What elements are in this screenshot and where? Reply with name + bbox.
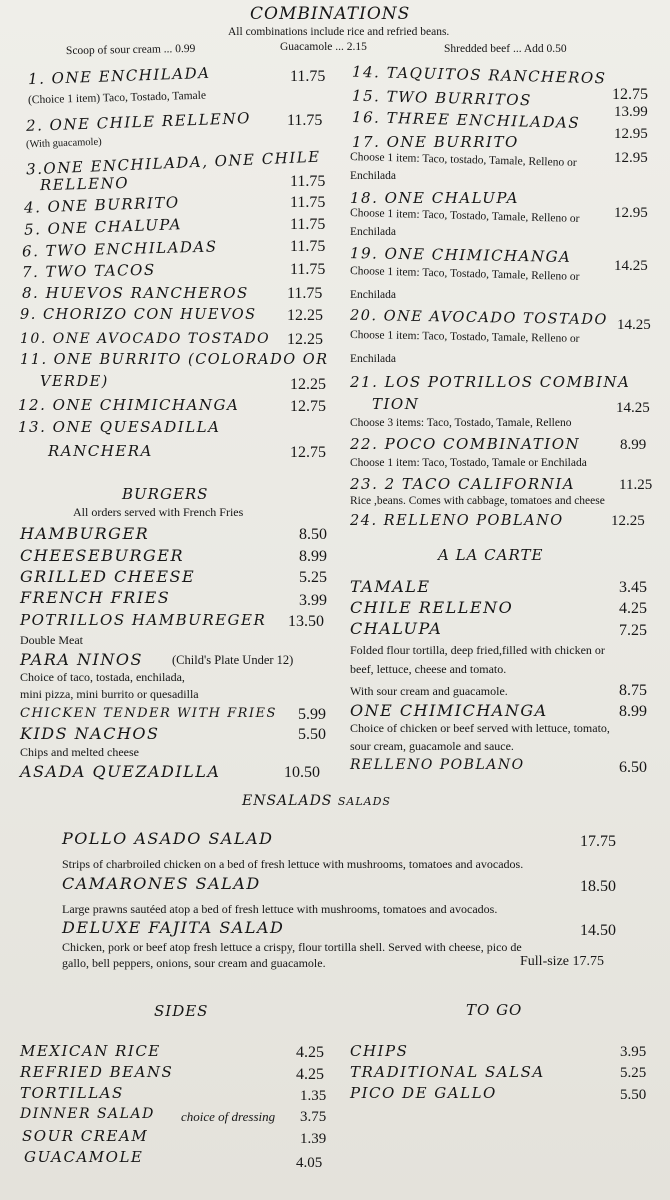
burger-item-price: 10.50 (284, 764, 320, 781)
combo-item-price: 12.25 (287, 331, 323, 348)
alacarte-item-name: CHALUPA (350, 619, 443, 638)
alacarte-item-price: 4.25 (619, 600, 647, 617)
combo-item-name: 5. ONE CHALUPA (23, 215, 183, 239)
combo-item-note: Choose 3 items: Taco, Tostado, Tamale, Relleno (350, 417, 572, 429)
alacarte-item-note: sour cream, guacamole and sauce. (350, 739, 514, 753)
togo-title: TO GO (466, 1001, 523, 1019)
combo-item-price: 11.75 (290, 173, 326, 190)
burger-item-price: 5.50 (298, 726, 326, 743)
combo-item-name: 18. ONE CHALUPA (350, 189, 519, 207)
combo-item-note: Choose 1 item: Taco, Tostado, Tamale, Relleno or (349, 328, 580, 346)
togo-item-price: 3.95 (620, 1044, 647, 1060)
burger-item-price: 8.99 (299, 548, 327, 565)
combo-item-name: 19. ONE CHIMICHANGA (349, 244, 572, 266)
side-item-price: 4.25 (296, 1066, 324, 1083)
combo-item-note: Choose 1 item: Taco, Tostado, Tamale, Relleno or (349, 206, 580, 226)
alacarte-item-price: 6.50 (619, 759, 647, 776)
burger-item-name: POTRILLOS HAMBUREGER (20, 611, 267, 629)
combo-item-name: 24. RELLENO POBLANO (350, 513, 564, 529)
salad-item-price: 17.75 (580, 833, 616, 850)
combo-item-name: 14. TAQUITOS RANCHEROS (351, 62, 607, 88)
salad-item-note: gallo, bell peppers, onions, sour cream and guacamole. (62, 956, 326, 970)
combo-item-name: 7. TWO TACOS (21, 260, 156, 282)
combo-item-note: Choose 1 item: Taco, Tostado, Tamale, Relleno or (349, 264, 580, 284)
alacarte-item-price: 8.99 (619, 703, 647, 720)
alacarte-item-name: TAMALE (350, 577, 431, 596)
alacarte-item-note: beef, lettuce, cheese and tomato. (350, 662, 507, 676)
combo-item-price: 12.95 (614, 126, 648, 142)
alacarte-item-price: 8.75 (619, 682, 647, 699)
salad-item-note: Large prawns sautéed atop a bed of fresh lettuce with mushrooms, tomatoes and avocados. (62, 902, 498, 916)
salad-item-note: Chicken, pork or beef atop fresh lettuce a crispy, flour tortilla shell. Served with cheese, pico de (62, 940, 522, 954)
combo-item-price: 12.25 (611, 513, 645, 529)
alacarte-item-name: RELLENO POBLANO (350, 757, 525, 773)
burger-item-price: 13.50 (288, 613, 324, 630)
burger-item-name: CHICKEN TENDER WITH FRIES (20, 706, 277, 721)
combo-item-name: 21. LOS POTRILLOS COMBINA (350, 373, 631, 391)
extra-sour-cream: Scoop of sour cream ... 0.99 (65, 42, 196, 58)
togo-item-price: 5.25 (620, 1065, 647, 1081)
side-item-name: MEXICAN RICE (20, 1042, 161, 1060)
side-item-price: 3.75 (300, 1109, 327, 1125)
combo-item-note: Choose 1 item: Taco, Tostado, Tamale or Enchilada (350, 457, 587, 469)
combo-item-name: 4. ONE BURRITO (23, 193, 180, 217)
salad-item-price: 18.50 (580, 878, 616, 895)
combo-item-name: 22. POCO COMBINATION (350, 435, 581, 453)
combo-item-price: 12.25 (290, 376, 326, 393)
combo-item-price: 11.75 (287, 112, 323, 129)
combo-item-price: 14.25 (617, 317, 651, 333)
alacarte-item-note: Choice of chicken or beef served with lettuce, tomato, (350, 721, 610, 735)
combo-item-price: 11.75 (290, 261, 326, 278)
burger-item-price: 5.99 (298, 706, 326, 723)
combinations-title: COMBINATIONS (250, 4, 411, 24)
side-item-tag: choice of dressing (181, 1109, 276, 1124)
combo-item-price: 11.75 (290, 68, 326, 85)
combo-item-price: 11.75 (290, 216, 326, 233)
combo-item-price: 11.75 (290, 194, 326, 211)
burger-item-name: PARA NINOS (20, 650, 143, 669)
side-item-name: SOUR CREAM (22, 1127, 149, 1145)
burger-item-price: 5.25 (299, 569, 327, 586)
combo-item-name: 17. ONE BURRITO (352, 133, 519, 151)
side-item-price: 1.35 (300, 1088, 327, 1104)
combo-item-price: 12.75 (290, 398, 326, 415)
combo-item-note: Rice ,beans. Comes with cabbage, tomatoes and cheese (350, 495, 605, 507)
combo-item-price: 14.25 (616, 400, 650, 416)
combo-item-price: 13.99 (614, 104, 648, 120)
salads-title (242, 793, 391, 809)
combo-item-note: Enchilada (350, 226, 396, 238)
combo-item-price: 12.25 (287, 307, 323, 324)
burgers-title: BURGERS (122, 485, 209, 503)
combo-item-name: 13. ONE QUESADILLA (18, 418, 221, 436)
combo-item-name: 1. ONE ENCHILADA (27, 63, 211, 89)
burger-item-name: FRENCH FRIES (20, 588, 171, 607)
burger-item-tag: (Child's Plate Under 12) (172, 653, 294, 667)
combo-item-name-cont: RANCHERA (48, 442, 153, 460)
combo-item-price: 11.25 (619, 477, 653, 493)
alacarte-item-name: ONE CHIMICHANGA (350, 701, 548, 720)
combo-item-name: 12. ONE CHIMICHANGA (18, 396, 240, 414)
alacarte-item-price: 7.25 (619, 622, 647, 639)
side-item-price: 4.25 (296, 1044, 324, 1061)
side-item-price: 4.05 (296, 1155, 323, 1171)
alacarte-item-name: With sour cream and guacamole. (350, 684, 508, 698)
salad-item-name: POLLO ASADO SALAD (62, 829, 274, 848)
side-item-name: GUACAMOLE (24, 1148, 144, 1166)
combo-item-note: Choose 1 item: Taco, tostado, Tamale, Relleno or (349, 151, 577, 169)
burger-item-name: KIDS NACHOS (20, 724, 160, 743)
combinations-subtitle: All combinations include rice and refried beans. (228, 26, 450, 38)
combo-item-price: 14.25 (614, 258, 648, 274)
combo-item-name-cont: TION (372, 395, 420, 413)
combo-item-name-cont: RELLENO (39, 173, 130, 195)
alacarte-item-name: CHILE RELLENO (350, 598, 514, 617)
alacarte-item-price: 3.45 (619, 579, 647, 596)
combo-item-name: 11. ONE BURRITO (COLORADO OR (20, 352, 329, 368)
combo-item-name: 20. ONE AVOCADO TOSTADO (349, 307, 608, 329)
combo-item-price: 11.75 (287, 285, 323, 302)
sides-title: SIDES (154, 1002, 209, 1020)
salad-item-price: 14.50 (580, 922, 616, 939)
burger-item-note: Chips and melted cheese (20, 745, 139, 759)
combo-item-name: 9. CHORIZO CON HUEVOS (20, 307, 257, 323)
combo-item-name: 15. TWO BURRITOS (351, 86, 533, 110)
salad-fullsize-price: Full-size 17.75 (520, 954, 604, 969)
salad-item-name: DELUXE FAJITA SALAD (62, 918, 285, 937)
combo-item-price: 11.75 (290, 238, 326, 255)
burger-item-name: ASADA QUEZADILLA (20, 762, 221, 781)
burger-item-note: Choice of taco, tostada, enchilada, (20, 670, 185, 684)
combo-item-name: 8. HUEVOS RANCHEROS (22, 284, 249, 302)
combo-item-name: 6. TWO ENCHILADAS (21, 237, 218, 261)
burgers-subtitle: All orders served with French Fries (73, 505, 244, 519)
burger-item-note: mini pizza, mini burrito or quesadilla (20, 687, 199, 701)
combo-item-name: 23. 2 TACO CALIFORNIA (350, 475, 576, 493)
side-item-price: 1.39 (300, 1131, 327, 1147)
salad-item-name: CAMARONES SALAD (62, 874, 261, 893)
combo-item-name: 3.ONE ENCHILADA, ONE CHILE (25, 147, 321, 179)
salads-title-main: ENSALADS (242, 793, 333, 809)
extra-shredded-beef: Shredded beef ... Add 0.50 (444, 43, 567, 55)
side-item-name: REFRIED BEANS (20, 1063, 174, 1081)
togo-item-name: TRADITIONAL SALSA (350, 1063, 545, 1081)
combo-item-price: 12.95 (614, 205, 648, 221)
burger-item-name: GRILLED CHEESE (20, 567, 196, 586)
combo-item-price: 8.99 (620, 437, 647, 453)
combo-item-price: 12.75 (612, 86, 648, 103)
combo-item-note: Enchilada (350, 170, 396, 182)
togo-item-name: PICO DE GALLO (350, 1084, 497, 1102)
side-item-name: TORTILLAS (20, 1084, 124, 1102)
combo-item-note: Enchilada (350, 289, 396, 301)
combo-item-name: 10. ONE AVOCADO TOSTADO (20, 331, 271, 347)
togo-item-price: 5.50 (620, 1087, 647, 1103)
burger-item-note: Double Meat (20, 633, 83, 647)
extra-guacamole: Guacamole ... 2.15 (280, 41, 367, 53)
combo-item-note: Enchilada (350, 353, 396, 365)
burger-item-price: 8.50 (299, 526, 327, 543)
combo-item-note: (With guacamole) (25, 136, 102, 151)
combo-item-price: 12.95 (614, 150, 648, 166)
burger-item-name: CHEESEBURGER (20, 546, 184, 565)
salads-title-small: SALADS (337, 795, 391, 808)
combo-item-name: 2. ONE CHILE RELLENO (25, 109, 252, 135)
combo-item-name: 16. THREE ENCHILADAS (351, 108, 581, 132)
combo-item-name-cont: VERDE) (40, 374, 109, 390)
combo-item-note: (Choice 1 item) Taco, Tostado, Tamale (27, 89, 207, 107)
burger-item-name: HAMBURGER (20, 524, 150, 543)
alacarte-title: A LA CARTE (438, 546, 544, 564)
burger-item-price: 3.99 (299, 592, 327, 609)
alacarte-item-note: Folded flour tortilla, deep fried,filled with chicken or (350, 643, 605, 657)
salad-item-note: Strips of charbroiled chicken on a bed of fresh lettuce with mushrooms, tomatoes and avocados. (62, 857, 524, 871)
combo-item-price: 12.75 (290, 444, 326, 461)
side-item-name: DINNER SALAD (20, 1106, 155, 1122)
togo-item-name: CHIPS (350, 1042, 409, 1060)
